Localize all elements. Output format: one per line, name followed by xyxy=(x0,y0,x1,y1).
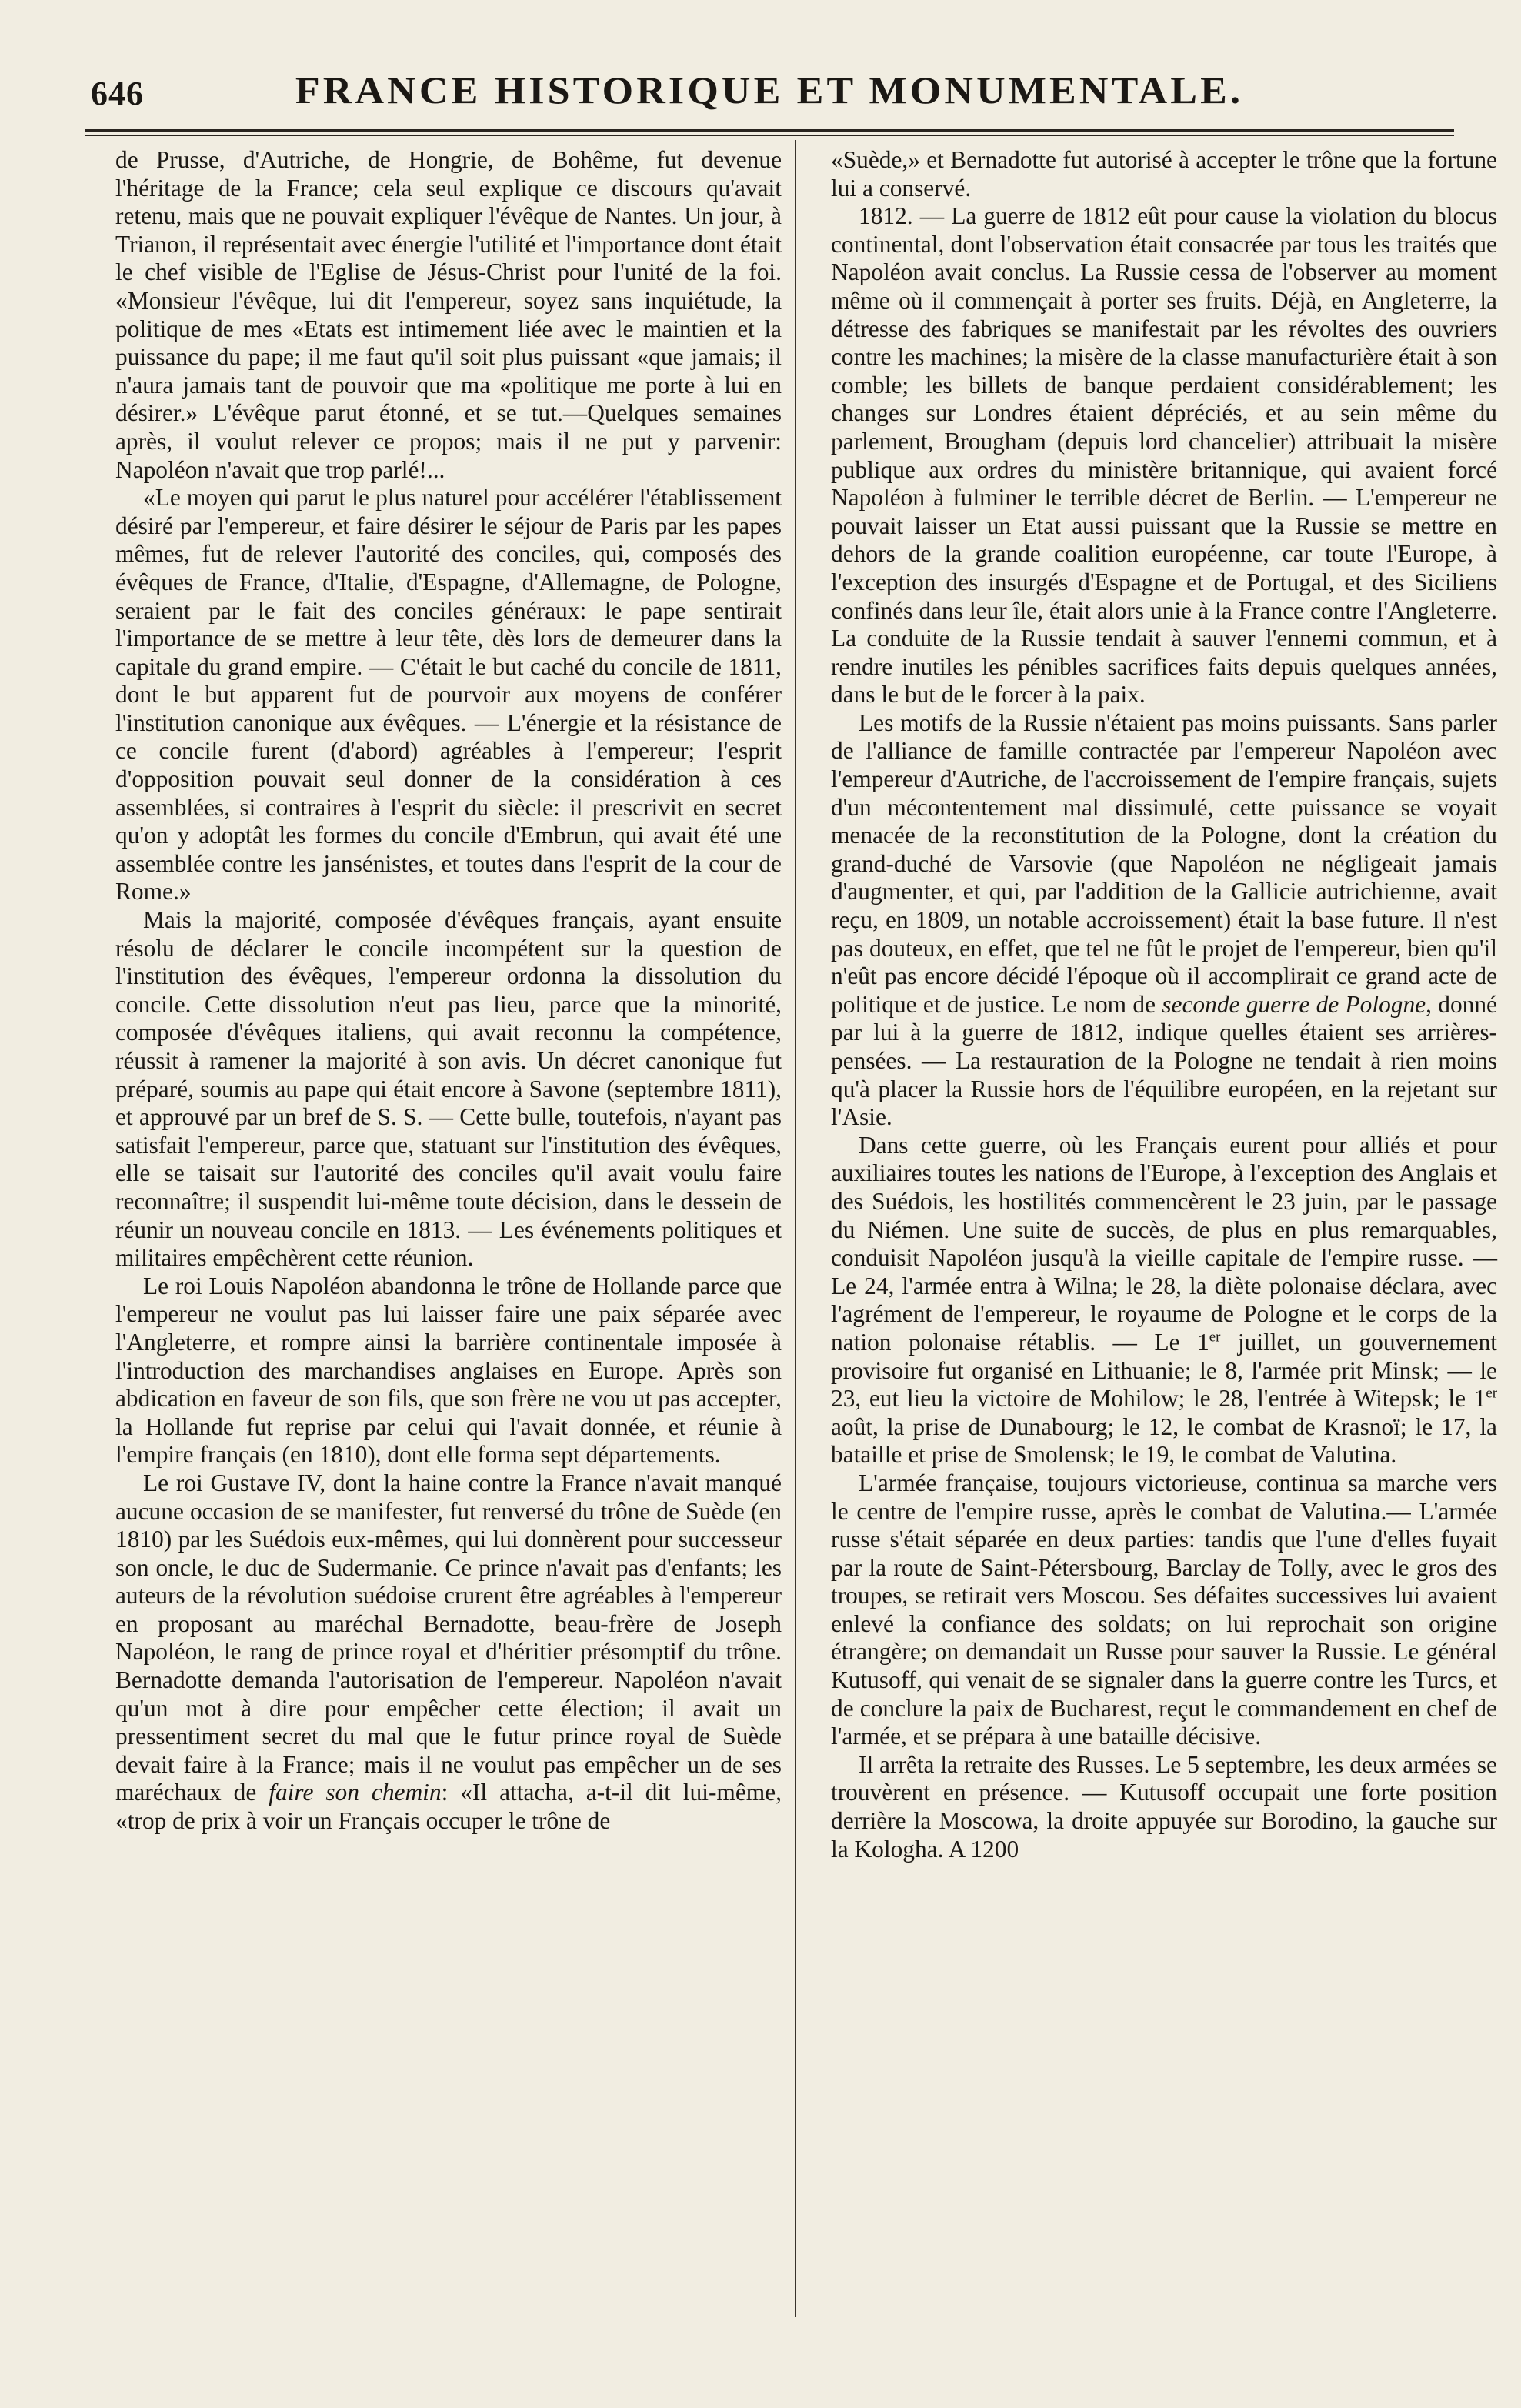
column-divider xyxy=(795,140,796,2317)
right-column xyxy=(831,146,1497,1863)
left-paragraph-1: de Prusse, d'Autriche, de Hongrie, de Bohême, fut devenue l'héritage de la France; cela seul explique ce discours qu'avait retenu, mais que ne pouvait expliquer l'évêque de Nantes. Un jour, à Trianon, il représentait avec énergie l'utilité et l'importance dont était le chef visible de l'Eglise de Jésus-Christ pour l'unité de la foi. «Monsieur l'évêque, lui dit l'empereur, soyez sans inquiétude, la politique de mes «Etats est intimement liée avec le maintien et la puissance du pape; il me faut qu'il soit plus puissant «que jamais; il n'aura jamais tant de pouvoir que ma «politique me porte à lui en désirer.» L'évêque parut étonné, et se tut.—Quelques semaines après, il voulut relever ce propos; mais il ne put y parvenir: Napoléon n'avait que trop parlé!... xyxy=(115,146,782,483)
header-rule-thin xyxy=(85,135,1454,136)
left-paragraph-3: Mais la majorité, composée d'évêques français, ayant ensuite résolu de déclarer le concile incompétent sur la question de l'institution des évêques, l'empereur ordonna la dissolution du concile. Cette dissolution n'eut pas lieu, parce que la minorité, composée d'évêques italiens, qui avait reconnu la compétence, réussit à ramener la majorité à son avis. Un décret canonique fut préparé, soumis au pape qui était encore à Savone (septembre 1811), et approuvé par un bref de S. S. — Cette bulle, toutefois, n'ayant pas satisfait l'empereur, parce que, statuant sur l'institution des évêques, elle se taisait sur l'autorité des conciles qu'il avait voulu faire reconnaître; il suspendit lui-même toute décision, dans le dessein de réunir un nouveau concile en 1813. — Les événements politiques et militaires empêchèrent cette réunion. xyxy=(115,906,782,1272)
right-italic-phrase: seconde guerre de Pologne xyxy=(1162,990,1426,1018)
right-paragraph-3-tail: , donné par lui à la guerre de 1812, indique quelles étaient ses arrières-pensées. — La restauration de la Pologne ne tendait à rien moins qu'à placer la Russie hors de l'équilibre européen, en la rejetant sur l'Asie. xyxy=(831,990,1497,1131)
right-paragraph-3-text: Les motifs de la Russie n'étaient pas moins puissants. Sans parler de l'alliance de famille contractée par l'empereur Napoléon avec l'empereur d'Autriche, de l'accroissement de l'empire français, sujets d'un mécontentement mal dissimulé, cette puissance se voyait menacée de la reconstitution de la Pologne, dont la création du grand-duché de Varsovie (que Napoléon ne négligeait jamais d'augmenter, et qui, par l'addition de la Gallicie autrichienne, avait reçu, en 1809, un notable accroissement) était la base future. Il n'est pas douteux, en effet, que tel ne fût le projet de l'empereur, bien qu'il n'eût pas encore décidé l'époque où il accomplirait ce grand acte de politique et de justice. Le nom de xyxy=(831,709,1497,1018)
left-paragraph-5-text: Le roi Gustave IV, dont la haine contre la France n'avait manqué aucune occasion de se manifester, fut renversé du trône de Suède (en 1810) par les Suédois eux-mêmes, qui lui donnèrent pour successeur son oncle, le duc de Sudermanie. Ce prince n'avait pas d'enfants; les auteurs de la révolution suédoise crurent être agréables à l'empereur en proposant au maréchal Bernadotte, beau-frère de Joseph Napoléon, le rang de prince royal et d'héritier présomptif du trône. Bernadotte demanda l'autorisation de l'empereur. Napoléon n'avait qu'un mot à dire pour empêcher cette élection; il avait un pressentiment secret du mal que le futur prince royal de Suède devait faire à la France; mais il ne voulut pas empêcher un de ses maréchaux de xyxy=(115,1469,782,1806)
left-paragraph-4: Le roi Louis Napoléon abandonna le trône de Hollande parce que l'empereur ne voulut pas lui laisser faire une paix séparée avec l'Angleterre, et rompre ainsi la barrière continentale imposée à l'introduction des marchandises anglaises en Europe. Après son abdication en faveur de son fils, que son frère ne vou ut pas accepter, la Hollande fut reprise par celui qui l'avait donnée, et réunie à l'empire français (en 1810), dont elle forma sept départements. xyxy=(115,1272,782,1469)
right-paragraph-3 xyxy=(831,709,1497,1132)
right-paragraph-2: 1812. — La guerre de 1812 eût pour cause la violation du blocus continental, dont l'observation était consacrée par tous les traités que Napoléon avait conclus. La Russie cessa de l'observer au moment même où il commençait à porter ses fruits. Déjà, en Angleterre, la détresse des fabriques se manifestait par les révoltes des ouvriers contre les machines; la misère de la classe manufacturière était à son comble; les billets de banque perdaient considérablement; les changes sur Londres étaient dépréciés, et au sein même du parlement, Brougham (depuis lord chancelier) attribuait la misère publique aux ordres du ministère britannique, qui avaient forcé Napoléon à fulminer le terrible décret de Berlin. — L'empereur ne pouvait laisser un Etat aussi puissant que la Russie se mettre en dehors de la grande coalition européenne, car toute l'Europe, à l'exception des insurgés d'Espagne et de Portugal, et des Siciliens confinés dans leur île, était alors unie à la France contre l'Angleterre. La conduite de la Russie tendait à sauver l'ennemi commun, et à rendre inutiles les pénibles sacrifices faits depuis quelques années, dans le but de le forcer à la paix. xyxy=(831,202,1497,709)
left-paragraph-2: «Le moyen qui parut le plus naturel pour accélérer l'établissement désiré par l'empereur, et faire désirer le séjour de Paris par les papes mêmes, fut de relever l'autorité des conciles, qui, composés des évêques de France, d'Italie, d'Espagne, d'Allemagne, de Pologne, seraient par le fait des conciles généraux: le pape sentirait l'importance de se mettre à leur tête, dès lors de demeurer dans la capitale du grand empire. — C'était le but caché du concile de 1811, dont le but apparent fut de pourvoir aux moyens de conférer l'institution canonique aux évêques. — L'énergie et la résistance de ce concile furent (d'abord) agréables à l'empereur; l'esprit d'opposition pouvait seul donner de la considération à ces assemblées, si contraires à l'esprit du siècle: il prescrivit en secret qu'on y adoptât les formes du concile d'Embrun, qui avait été une assemblée contre les jansénistes, et toutes dans l'esprit de la cour de Rome.» xyxy=(115,484,782,906)
superscript-er-1: er xyxy=(1209,1329,1221,1346)
left-italic-phrase: faire son chemin xyxy=(269,1779,442,1806)
right-paragraph-4-tail: juillet, un gouvernement provisoire fut organisé en Lithuanie; le 8, l'armée prit Minsk; — le 23, eut lieu la victoire de Mohilow; le 28, l'entrée à Witepsk; le 1 xyxy=(831,1328,1497,1412)
page-header xyxy=(85,68,1454,129)
right-paragraph-5: L'armée française, toujours victorieuse, continua sa marche vers le centre de l'empire russe, après le combat de Valutina.— L'armée russe s'était séparée en deux parties: tandis que l'une d'elles fuyait par la route de Saint-Pétersbourg, Barclay de Tolly, avec le gros des troupes, se retirait vers Moscou. Ses défaites successives lui avaient enlevé la confiance des soldats; on lui reprochait son origine étrangère; on demandait un Russe pour sauver la Russie. Le général Kutusoff, qui venait de se signaler dans la guerre contre les Turcs, et de conclure la paix de Bucharest, reçut le commandement en chef de l'armée, et se prépara à une bataille décisive. xyxy=(831,1469,1497,1750)
left-paragraph-5-tail: : «Il attacha, a-t-il dit lui-même, «trop de prix à voir un Français occuper le trône de xyxy=(115,1779,782,1835)
header-rule-thick xyxy=(85,129,1454,132)
right-paragraph-4-tail2: août, la prise de Dunabourg; le 12, le combat de Krasnoï; le 17, la bataille et prise de Smolensk; le 19, le combat de Valutina. xyxy=(831,1412,1497,1469)
right-paragraph-4 xyxy=(831,1132,1497,1469)
page-number: 646 xyxy=(91,75,144,112)
left-paragraph-5 xyxy=(115,1469,782,1836)
running-title: FRANCE HISTORIQUE ET MONUMENTALE. xyxy=(295,68,1244,112)
left-column xyxy=(115,146,782,1836)
right-paragraph-1: «Suède,» et Bernadotte fut autorisé à accepter le trône que la fortune lui a conservé. xyxy=(831,146,1497,202)
right-paragraph-6: Il arrêta la retraite des Russes. Le 5 septembre, les deux armées se trouvèrent en présence. — Kutusoff occupait une forte position derrière la Moscowa, la droite appuyée sur Borodino, la gauche sur la Kologha. A 1200 xyxy=(831,1750,1497,1863)
right-paragraph-4-head: Dans cette guerre, où les Français eurent pour alliés et pour auxiliaires toutes les nations de l'Europe, à l'exception des Anglais et des Suédois, les hostilités commencèrent le 23 juin, par le passage du Niémen. Une suite de succès, de plus en plus remarquables, conduisit Napoléon jusqu'à la vieille capitale de l'empire russe. — Le 24, l'armée entra à Wilna; le 28, la diète polonaise déclara, avec l'agrément de l'empereur, le royaume de Pologne et le corps de la nation polonaise rétablis. — Le 1 xyxy=(831,1131,1497,1356)
superscript-er-2: er xyxy=(1486,1385,1497,1402)
